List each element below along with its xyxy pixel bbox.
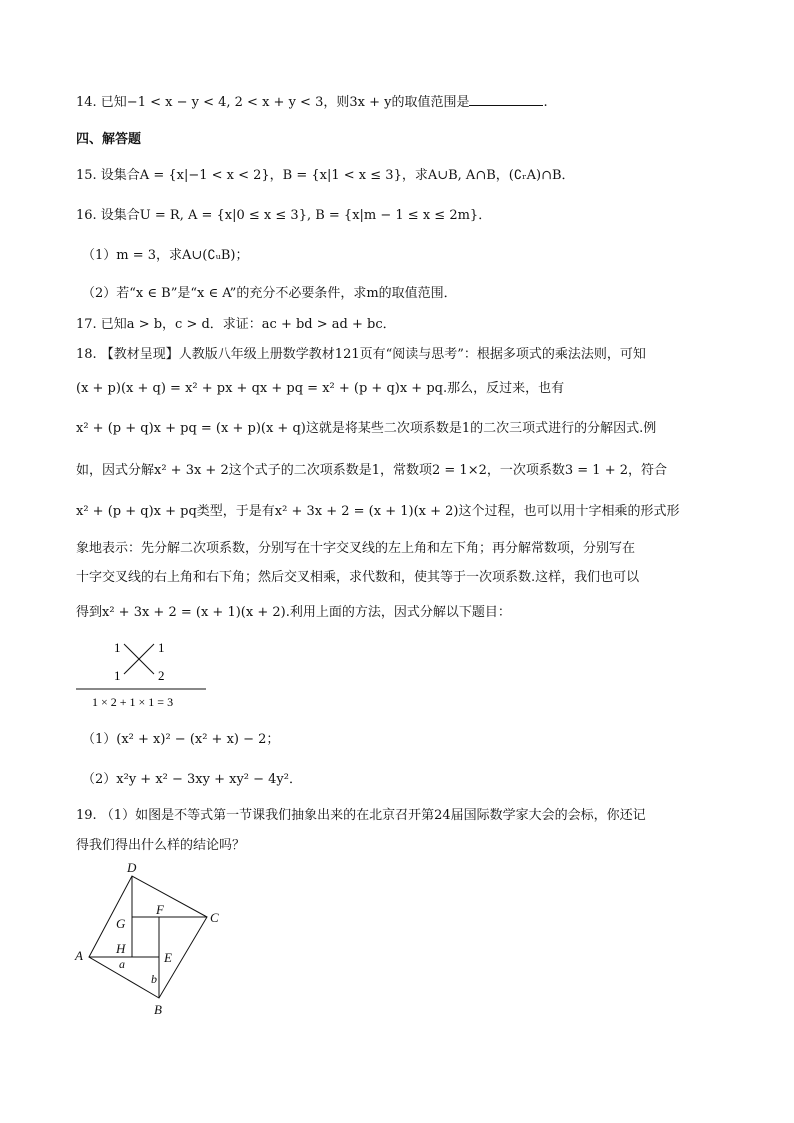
label-h: H bbox=[116, 941, 126, 956]
label-a-side: a bbox=[119, 957, 125, 971]
label-a: A bbox=[75, 948, 83, 963]
question-18-line-1: 18. 【教材呈现】人教版八年级上册数学教材121页有“阅读与思考”：根据多项式的乘法法则，可知 bbox=[76, 347, 646, 362]
question-18-line-5: x² + (p + q)x + pq类型，于是有x² + 3x + 2 = (x + 1)(x + 2)这个过程，也可以用十字相乘的形式形 bbox=[76, 504, 680, 519]
label-d: D bbox=[127, 862, 137, 875]
label-f: F bbox=[156, 902, 164, 917]
question-19-line-2: 得我们得出什么样的结论吗？ bbox=[76, 838, 246, 853]
question-18-line-8: 得到x² + 3x + 2 = (x + 1)(x + 2).利用上面的方法，因式分解以下题目： bbox=[76, 605, 511, 620]
question-18-sub-1: （1）(x² + x)² − (x² + x) − 2； bbox=[82, 732, 280, 747]
outer-square bbox=[89, 876, 207, 998]
question-16-part-1: （1）m = 3，求A∪(∁ᵤB)； bbox=[82, 248, 249, 263]
question-18-line-7: 十字交叉线的右上角和右下角；然后交叉相乘，求代数和，使其等于一次项系数.这样，我们也可以 bbox=[76, 570, 640, 585]
question-18-line-2: (x + p)(x + q) = x² + px + qx + pq = x² + (p + q)x + pq.那么，反过来，也有 bbox=[76, 381, 565, 396]
question-17: 17. 已知a > b，c > d．求证：ac + bd > ad + bc． bbox=[76, 317, 396, 332]
question-18-line-6: 象地表示：先分解二次项系数，分别写在十字交叉线的左上角和左下角；再分解常数项，分别写在 bbox=[76, 541, 636, 556]
label-g: G bbox=[116, 916, 126, 931]
question-14-end: . bbox=[543, 95, 548, 110]
answer-blank[interactable] bbox=[469, 93, 543, 106]
section-heading: 四、解答题 bbox=[76, 132, 142, 147]
question-18-line-4: 如，因式分解x² + 3x + 2这个式子的二次项系数是1，常数项2 = 1×2，一次项系数3 = 1 + 2，符合 bbox=[76, 463, 667, 478]
geometry-figure bbox=[70, 862, 230, 1020]
question-15: 15. 设集合A = {x|−1 < x < 2}，B = {x|1 < x ≤ 3}，求A∪B, A∩B，(∁ᵣA)∩B． bbox=[76, 168, 575, 183]
question-16: 16. 设集合U = R, A = {x|0 ≤ x ≤ 3}, B = {x|m − 1 ≤ x ≤ 2m}． bbox=[76, 208, 492, 223]
cross-result: 1 × 2 + 1 × 1 = 3 bbox=[92, 695, 174, 709]
label-b: B bbox=[154, 1002, 162, 1017]
cross-top-right: 1 bbox=[158, 640, 165, 655]
cross-bottom-right: 2 bbox=[158, 668, 165, 683]
question-18-line-3: x² + (p + q)x + pq = (x + p)(x + q)这就是将某些二次项系数是1的二次三项式进行的分解因式.例 bbox=[76, 421, 657, 436]
question-18-sub-2: （2）x²y + x² − 3xy + xy² − 4y²． bbox=[82, 772, 302, 787]
question-14 bbox=[76, 93, 548, 112]
question-16-part-2: （2）若“x ∈ B”是“x ∈ A”的充分不必要条件，求m的取值范围． bbox=[82, 286, 457, 301]
label-b-side: b bbox=[151, 972, 157, 986]
question-19-line-1: 19. （1）如图是不等式第一节课我们抽象出来的在北京召开第24届国际数学家大会的会标，你还记 bbox=[76, 808, 646, 823]
label-c: C bbox=[210, 910, 219, 925]
question-14-text: 14. 已知−1 < x − y < 4, 2 < x + y < 3，则3x + y的取值范围是 bbox=[76, 95, 470, 110]
label-e: E bbox=[164, 950, 172, 965]
cross-top-left: 1 bbox=[114, 640, 121, 655]
cross-multiplication-diagram bbox=[74, 632, 214, 712]
cross-bottom-left: 1 bbox=[114, 668, 121, 683]
